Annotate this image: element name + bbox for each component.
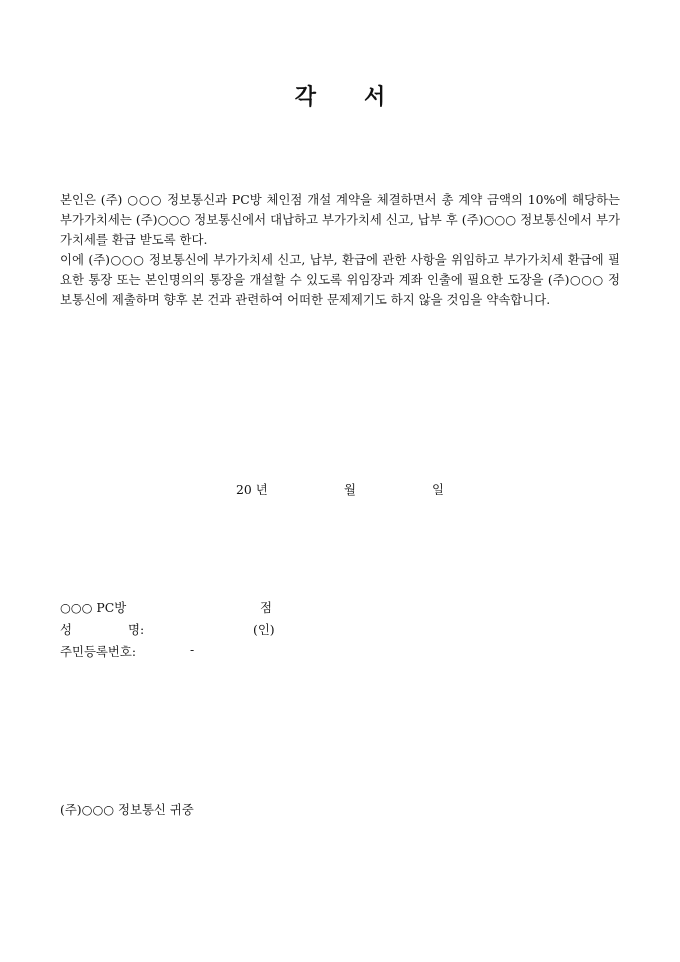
recipient-line: (주)○○○ 정보통신 귀중 [60, 802, 194, 817]
document-body [60, 190, 620, 310]
name-line [60, 620, 320, 640]
store-line [60, 598, 320, 618]
name-label-1: 성 [60, 622, 72, 637]
title-char-2: 서 [364, 84, 386, 110]
date-day: 일 [432, 482, 444, 497]
store-suffix: 점 [260, 600, 272, 615]
date-month: 월 [344, 482, 356, 497]
date-year: 20 년 [236, 482, 268, 497]
store-label: ○○○ PC방 [60, 600, 127, 615]
title-char-1: 각 [294, 84, 316, 110]
date-line [0, 480, 680, 500]
document-title [0, 80, 680, 111]
id-line [60, 642, 320, 662]
id-label: 주민등록번호: [60, 644, 136, 659]
name-label-2: 명: [128, 622, 145, 637]
body-paragraph-1: 본인은 (주) ○○○ 정보통신과 PC방 체인점 개설 계약을 체결하면서 총 계약 금액의 10%에 해당하는 부가가치세는 (주)○○○ 정보통신에서 대납하고 부가가치세 신고, 납부 후 (주)○○○ 정보통신에서 부가가치세를 환급 받도록 한다. [60, 192, 620, 247]
id-dash: - [190, 642, 195, 657]
body-paragraph-2: 이에 (주)○○○ 정보통신에 부가가치세 신고, 납부, 환급에 관한 사항을 위임하고 부가가치세 환급에 필요한 통장 또는 본인명의의 통장을 개설할 수 있도록 위임장과 계좌 인출에 필요한 도장을 (주)○○○ 정보통신에 제출하며 향후 본 건과 관련하여 어떠한 문제제기도 하지 않을 것임을 약속합니다. [60, 252, 620, 307]
seal-mark: (인) [253, 622, 275, 637]
